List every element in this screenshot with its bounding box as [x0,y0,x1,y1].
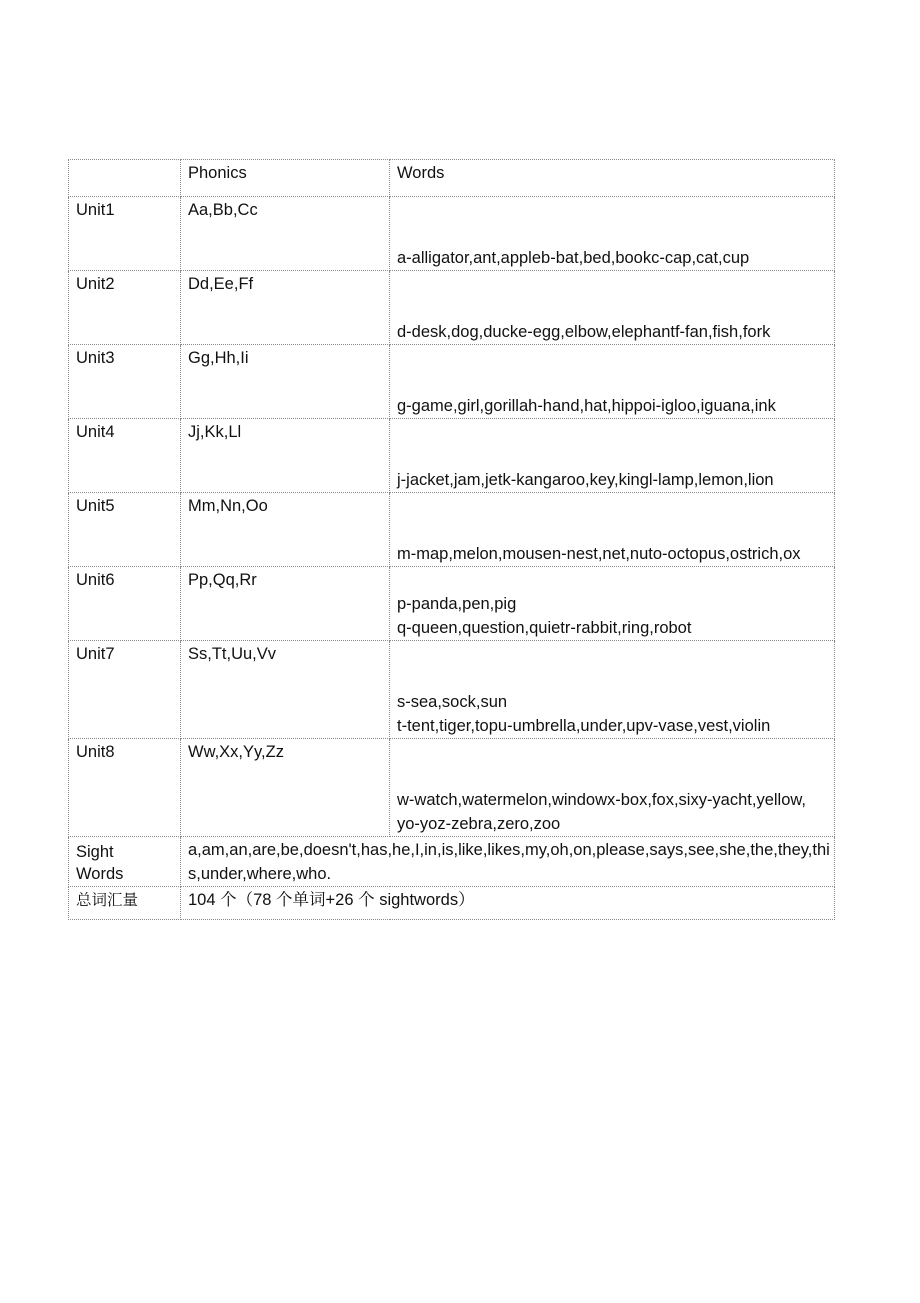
sight-words-label [69,837,181,887]
total-label: 总词汇量 [69,887,181,920]
word-line: q-queen,question,quietr-rabbit,ring,robot [397,619,692,637]
word-line: p-panda,pen,pig [397,595,517,613]
sight-label-line: Sight [76,843,114,861]
total-vocabulary-row [69,887,835,920]
phonics-vocabulary-table [68,159,835,920]
table-row [69,641,835,739]
header-words: Words [390,160,835,197]
unit-label: Unit5 [69,493,181,567]
header-phonics: Phonics [181,160,390,197]
table-header-row [69,160,835,197]
unit-words [390,567,835,641]
header-blank-cell [69,160,181,197]
word-line: t-tent,tiger,topu-umbrella,under,upv-vase,vest,violin [397,717,771,735]
unit-words [390,739,835,837]
table-row [69,493,835,567]
unit-words [390,641,835,739]
unit-label: Unit8 [69,739,181,837]
unit-phonics: Aa,Bb,Cc [181,197,390,271]
unit-label: Unit3 [69,345,181,419]
unit-words [390,271,835,345]
unit-phonics: Dd,Ee,Ff [181,271,390,345]
table-row [69,345,835,419]
unit-phonics: Ss,Tt,Uu,Vv [181,641,390,739]
word-line: yo-yoz-zebra,zero,zoo [397,815,561,833]
word-line: w-watch,watermelon,windowx-box,fox,sixy-yacht,yellow, [397,791,806,809]
unit-label: Unit1 [69,197,181,271]
word-line: m-map,melon,mousen-nest,net,nuto-octopus,ostrich,ox [397,545,801,563]
unit-phonics: Gg,Hh,Ii [181,345,390,419]
unit-phonics: Jj,Kk,Ll [181,419,390,493]
sight-label-line: Words [76,865,124,883]
sight-words-text: a,am,an,are,be,doesn't,has,he,I,in,is,like,likes,my,oh,on,please,says,see,she,the,they,this,under,where,who. [188,841,830,883]
unit-phonics: Mm,Nn,Oo [181,493,390,567]
unit-words [390,419,835,493]
unit-words [390,197,835,271]
unit-phonics: Pp,Qq,Rr [181,567,390,641]
table-row [69,739,835,837]
total-value: 104 个（78 个单词+26 个 sightwords） [181,887,835,920]
word-line: s-sea,sock,sun [397,693,508,711]
sight-words-list [181,837,835,887]
table-row [69,197,835,271]
unit-words [390,345,835,419]
table-row [69,567,835,641]
table-row [69,419,835,493]
unit-label: Unit7 [69,641,181,739]
word-line: j-jacket,jam,jetk-kangaroo,key,kingl-lamp,lemon,lion [397,471,774,489]
sight-words-row [69,837,835,887]
unit-label: Unit6 [69,567,181,641]
word-line: d-desk,dog,ducke-egg,elbow,elephantf-fan,fish,fork [397,323,771,341]
unit-words [390,493,835,567]
unit-phonics: Ww,Xx,Yy,Zz [181,739,390,837]
unit-label: Unit2 [69,271,181,345]
unit-label: Unit4 [69,419,181,493]
word-line: a-alligator,ant,appleb-bat,bed,bookc-cap,cat,cup [397,249,750,267]
word-line: g-game,girl,gorillah-hand,hat,hippoi-igloo,iguana,ink [397,397,776,415]
table-row [69,271,835,345]
